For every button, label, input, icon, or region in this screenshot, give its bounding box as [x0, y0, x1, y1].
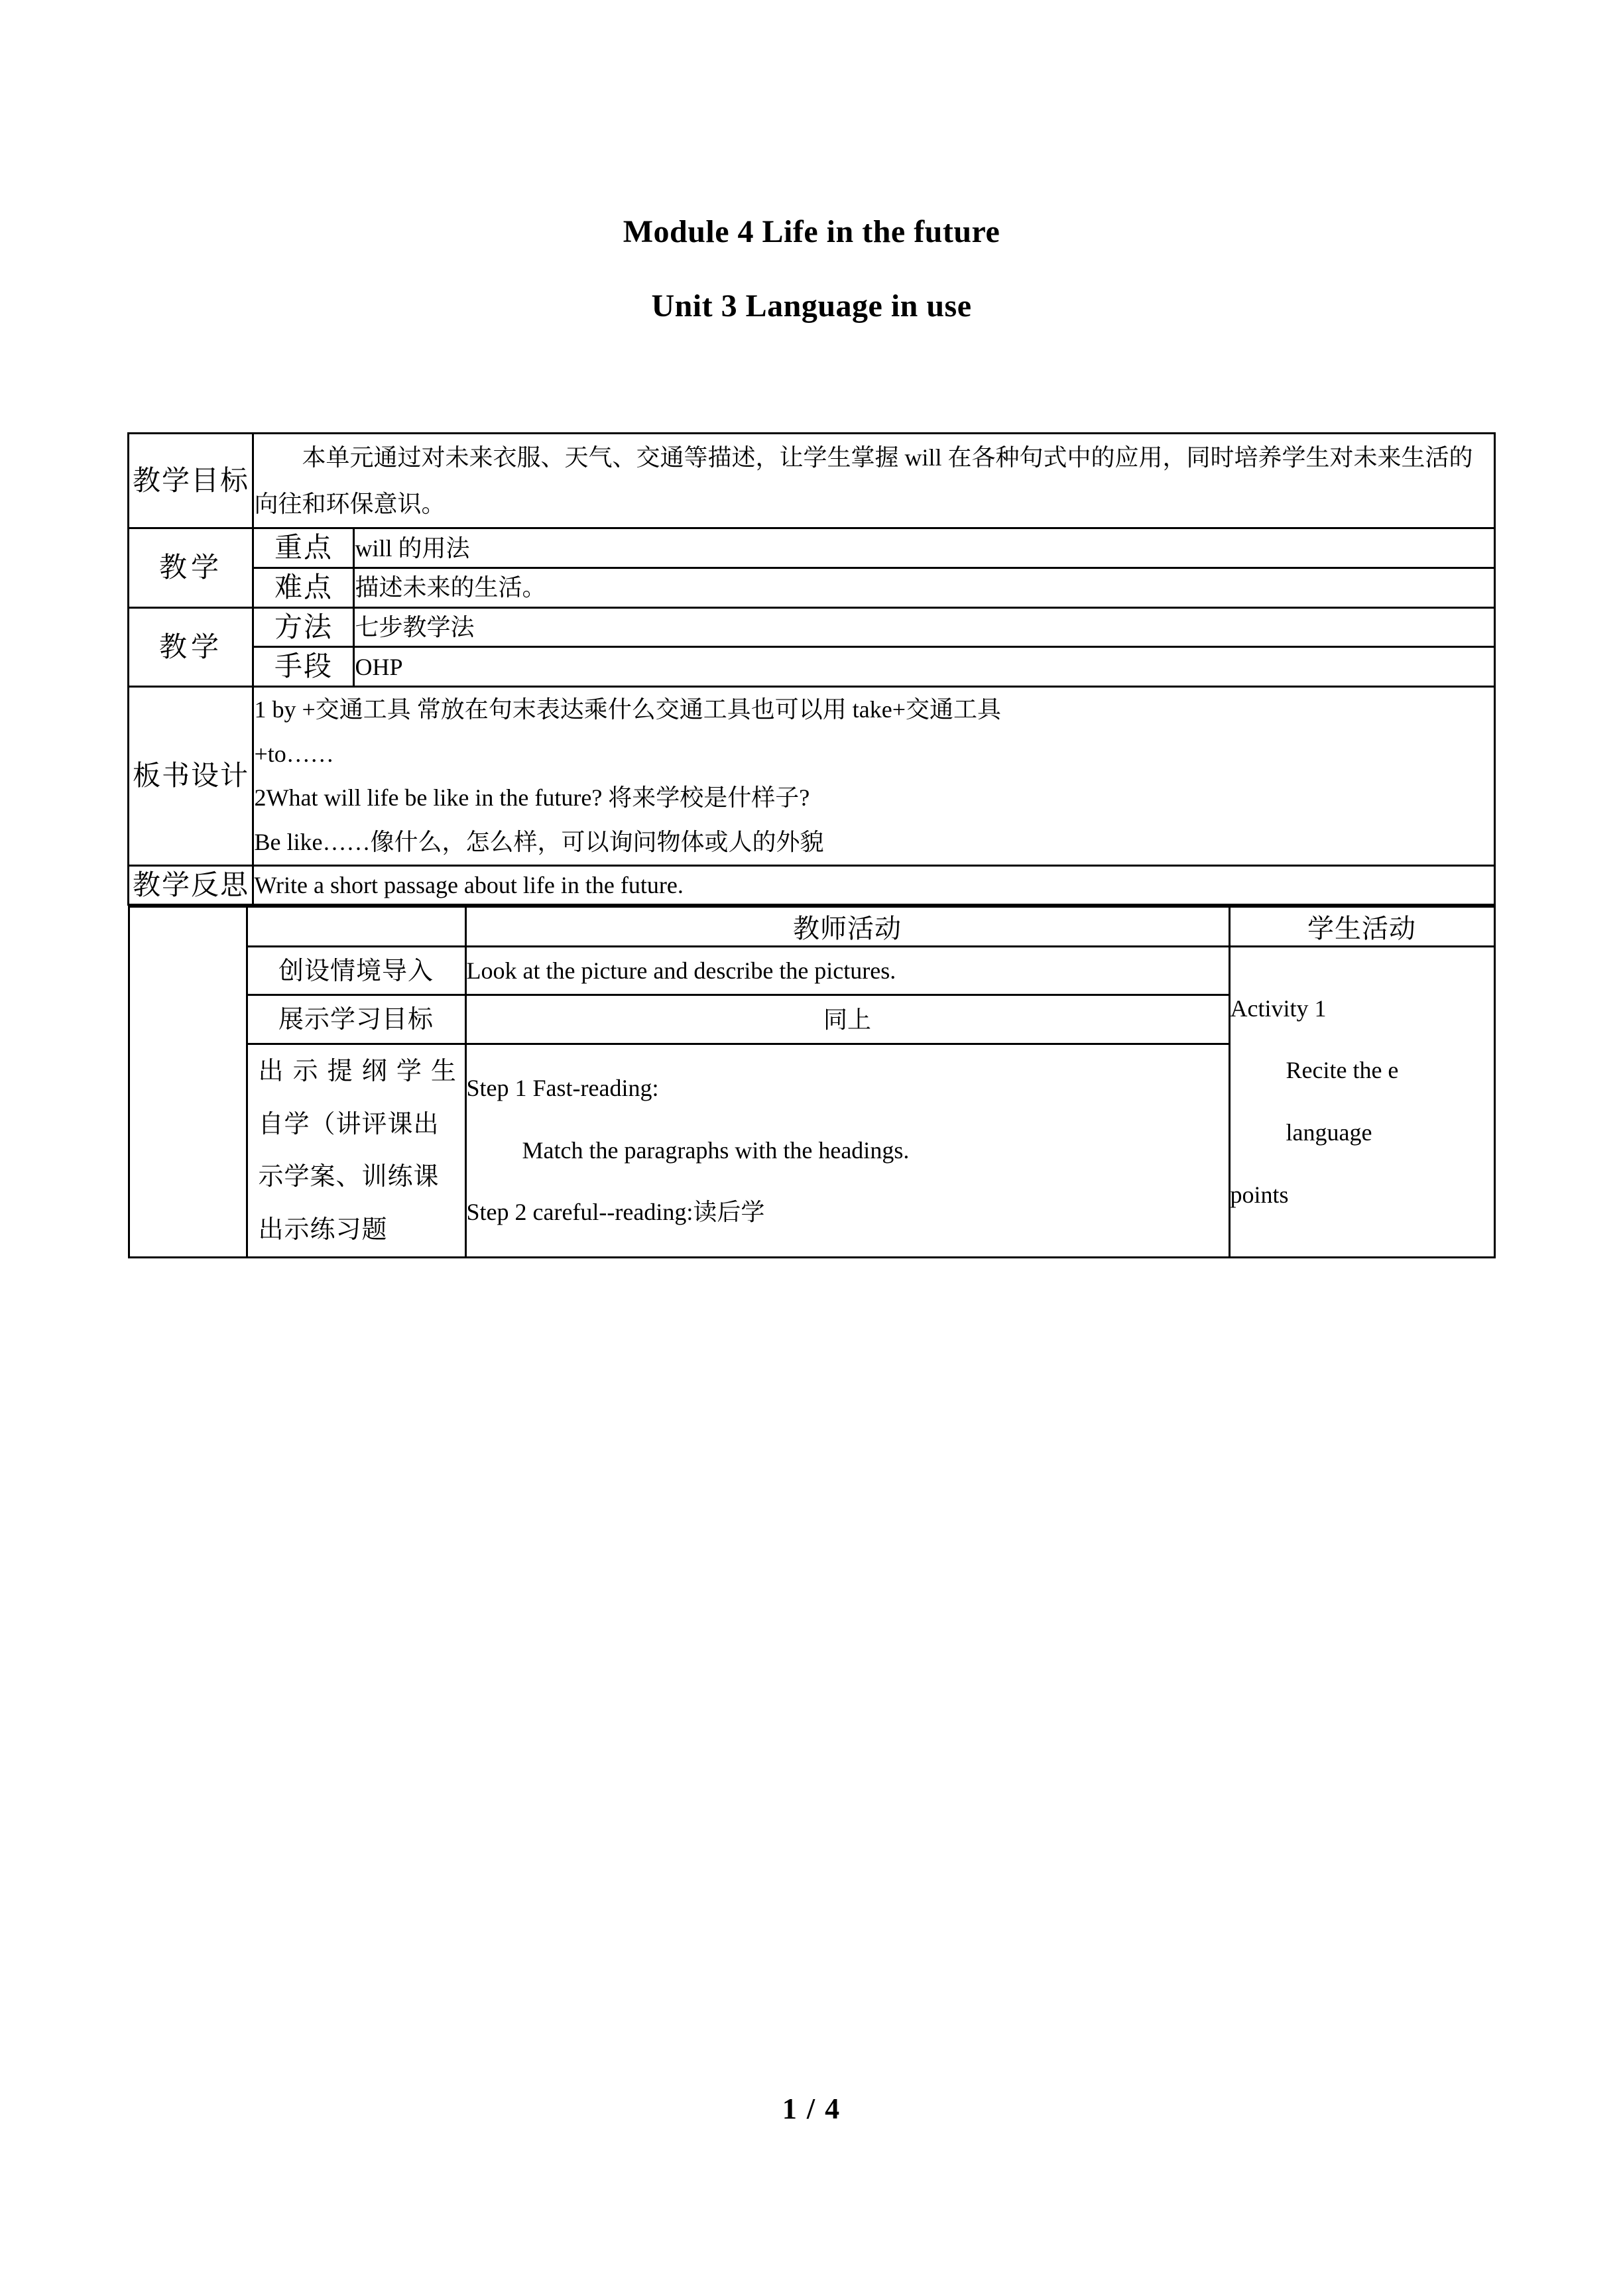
activity-stage-1: 创设情境导入	[247, 947, 465, 995]
table-row-objectives	[129, 434, 1494, 528]
activity-header-teacher: 教师活动	[465, 907, 1229, 947]
page-title: Module 4 Life in the future	[623, 214, 1000, 249]
activity-teacher-3	[465, 1044, 1229, 1257]
sub-label-method: 方法	[253, 607, 354, 647]
student-line-1: Activity 1	[1230, 995, 1327, 1022]
stage3-line-2: 自学（讲评课出	[258, 1109, 440, 1138]
table-row-means	[129, 647, 1494, 687]
activity-header-row	[129, 907, 1494, 947]
table-row-focus-difficult	[129, 568, 1494, 608]
activity-gutter-column	[129, 907, 247, 1258]
activity-teacher-2: 同上	[465, 995, 1229, 1044]
value-method: 七步教学法	[354, 607, 1494, 647]
page-number: 1 / 4	[782, 2092, 841, 2125]
table-row-reflection	[129, 865, 1494, 905]
row-label-teaching-method: 教学	[129, 607, 253, 686]
stage3-line-4: 出示练习题	[258, 1215, 388, 1244]
value-difficult-point: 描述未来的生活。	[354, 568, 1494, 608]
activity-header-stage	[247, 907, 465, 947]
value-key-point: will 的用法	[354, 528, 1494, 568]
table-row-focus-key	[129, 528, 1494, 568]
student-line-3: language	[1286, 1119, 1372, 1146]
page-subtitle: Unit 3 Language in use	[651, 288, 972, 324]
activity-stage-3	[247, 1044, 465, 1257]
sub-label-difficult-point: 难点	[253, 568, 354, 608]
sub-label-key-point: 重点	[253, 528, 354, 568]
teacher3-line-2: Match the paragraphs with the headings.	[522, 1136, 910, 1164]
blackboard-line-1: 1 by +交通工具 常放在句末表达乘什么交通工具也可以用 take+交通工具	[254, 696, 1002, 723]
activity-row-1	[129, 947, 1494, 995]
sub-label-means: 手段	[253, 647, 354, 687]
blackboard-line-4: Be like……像什么，怎么样，可以询问物体或人的外貌	[254, 828, 824, 855]
activity-teacher-1: Look at the picture and describe the pictures.	[465, 947, 1229, 995]
objectives-text: 本单元通过对未来衣服、天气、交通等描述，让学生掌握 will 在各种句式中的应用，同时培养学生对未来生活的向往和环保意识。	[253, 434, 1494, 528]
row-label-teaching-focus: 教学	[129, 528, 253, 607]
blackboard-line-3: 2What will life be like in the future? 将来学校是什样子?	[254, 784, 810, 812]
table-row-blackboard	[129, 687, 1494, 865]
blackboard-line-2: +to……	[254, 740, 334, 767]
activity-header-student: 学生活动	[1229, 907, 1494, 947]
table-row-method	[129, 607, 1494, 647]
teacher3-line-1: Step 1 Fast-reading:	[466, 1074, 659, 1101]
value-means: OHP	[354, 647, 1494, 687]
activity-student-merged	[1229, 947, 1494, 1258]
reflection-text: Write a short passage about life in the future.	[253, 865, 1494, 905]
row-label-reflection: 教学反思	[129, 865, 253, 905]
activity-table	[128, 906, 1496, 1258]
lesson-plan-table	[127, 432, 1495, 906]
blackboard-design-content	[253, 687, 1494, 865]
stage3-line-1: 出 示 提 纲 学 生	[258, 1056, 457, 1085]
row-label-objectives: 教学目标	[129, 434, 253, 528]
teacher3-line-3: Step 2 careful--reading:读后学	[466, 1199, 765, 1226]
activity-stage-2: 展示学习目标	[247, 995, 465, 1044]
student-line-2: Recite the e	[1286, 1057, 1399, 1084]
student-line-4: points	[1230, 1181, 1289, 1208]
stage3-line-3: 示学案、训练课	[258, 1162, 440, 1191]
row-label-blackboard-design: 板书设计	[129, 687, 253, 865]
